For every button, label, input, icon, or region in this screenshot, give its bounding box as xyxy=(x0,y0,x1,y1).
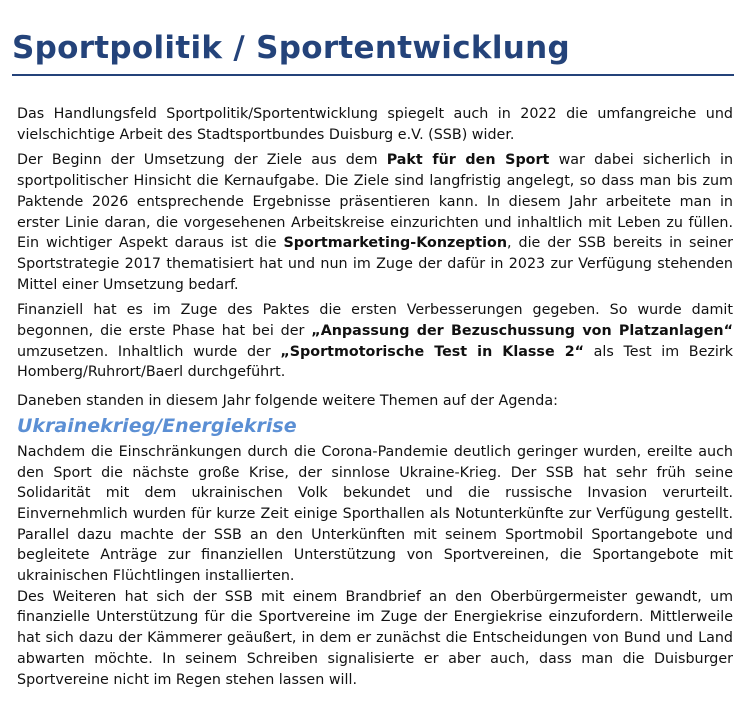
paragraph-ukraine: Nachdem die Einschränkungen durch die Corona-Pandemie deutlich geringer wurden, ereilte auch den Sport die nächste große Krise, der sinnlose Ukraine-Krieg. Der SSB hat sehr früh seine Solidarität mit dem ukrainischen Volk bekundet und die russische Invasion verurteilt. Einvernehmlich wurden für kurze Zeit einige Sporthallen als Notunterkünfte zur Verfügung gestellt. Parallel dazu machte der SSB an den Unterkünften mit seinem Sportmobil Sportangebote und begleitete Anträge zur finanziellen Unterstützung von Sportvereinen, die Sportangebote mit ukrainischen Flüchtlingen installierten. xyxy=(17,443,733,585)
section-heading-ukraine: Ukrainekrieg/Energiekrise xyxy=(17,414,297,437)
document-body xyxy=(17,104,733,690)
paragraph-finanzen-text-1: Finanziell hat es im Zuge des Paktes die ersten Verbesserungen gegeben. So wurde damit begonnen, die erste Phase hat bei der xyxy=(17,302,733,340)
paragraph-pakt-text-3: , die der SSB bereits in seiner Sportstrategie 2017 thematisiert hat und nun im Zuge der dafür in 2023 zur Verfügung stehenden Mittel einer Umsetzung bedarf. xyxy=(17,235,734,293)
paragraph-pakt xyxy=(17,150,733,295)
paragraph-finanzen-text-2: umzusetzen. Inhaltlich wurde der xyxy=(17,343,281,360)
paragraph-pakt-bold-marketing: Sportmarketing-Konzeption xyxy=(283,235,508,252)
paragraph-energie: Des Weiteren hat sich der SSB mit einem Brandbrief an den Oberbürgermeister gewandt, um finanzielle Unterstützung für die Sportvereine im Zuge der Energiekrise einzufordern. Mittlerweile hat sich dazu der Kämmerer geäußert, in dem er zunächst die Entscheidungen von Bund und Land abwarten möchte. In seinem Schreiben signalisierte er aber auch, dass man die Duisburger Sportvereine nicht im Regen stehen lassen will. xyxy=(17,588,733,688)
paragraph-pakt-text-1: Der Beginn der Umsetzung der Ziele aus dem xyxy=(17,152,387,169)
paragraph-agenda: Daneben standen in diesem Jahr folgende weitere Themen auf der Agenda: xyxy=(17,393,558,410)
paragraph-intro: Das Handlungsfeld Sportpolitik/Sportentwicklung spiegelt auch in 2022 die umfangreiche und vielschichtige Arbeit des Stadtsportbundes Duisburg e.V. (SSB) wider. xyxy=(17,106,733,143)
paragraph-finanzen-bold-platzanlagen: „Anpassung der Bezuschussung von Platzanlagen“ xyxy=(311,323,733,340)
page-title: Sportpolitik / Sportentwicklung xyxy=(12,30,570,66)
paragraph-finanzen-bold-test: „Sportmotorische Test in Klasse 2“ xyxy=(280,343,585,360)
paragraph-pakt-text-2: war dabei sicherlich in sportpolitischer Hinsicht die Kernaufgabe. Die Ziele sind langfristig angelegt, so dass man bis zum Paktende 2026 entsprechende Ergebnisse präsentieren kann. In diesem Jahr arbeitete man in erster Linie daran, die vorgesehenen Arbeitskreise einzurichten und inhaltlich mit Leben zu füllen. Ein wichtiger Aspekt daraus ist die xyxy=(17,152,734,252)
paragraph-finanzen xyxy=(17,300,733,383)
title-block xyxy=(12,28,738,76)
paragraph-finanzen-text-3: als Test im Bezirk Homberg/Ruhrort/Baerl durchgeführt. xyxy=(17,343,733,381)
title-underline xyxy=(12,74,734,76)
paragraph-pakt-bold-pakt: Pakt für den Sport xyxy=(386,152,550,169)
